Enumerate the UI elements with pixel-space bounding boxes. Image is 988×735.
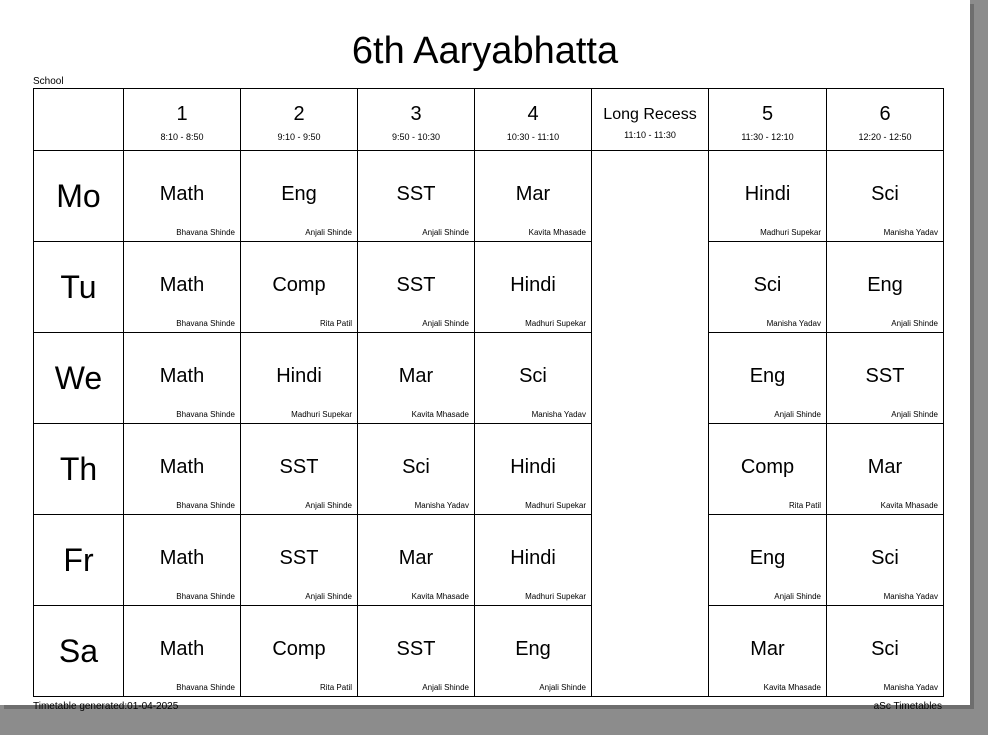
lesson-cell: [358, 333, 475, 424]
lesson-cell: [709, 515, 827, 606]
period-header: [124, 89, 241, 151]
teacher: Manisha Yadav: [531, 410, 586, 419]
page-title: 6th Aaryabhatta: [351, 30, 619, 72]
lesson-cell: [709, 424, 827, 515]
subject: Math: [159, 638, 205, 660]
corner-cell: [34, 89, 124, 151]
lesson-cell: [358, 151, 475, 242]
teacher: Anjali Shinde: [305, 592, 352, 601]
day-row-th: [34, 424, 944, 515]
subject: Hindi: [510, 547, 556, 569]
period-time: 9:10 - 9:50: [277, 132, 321, 142]
period-header: [358, 89, 475, 151]
subject: SST: [396, 274, 436, 296]
subject: Sci: [871, 183, 899, 205]
teacher: Manisha Yadav: [883, 683, 938, 692]
brand-label: aSc Timetables: [873, 701, 942, 712]
lesson-cell: [241, 515, 358, 606]
teacher: Madhuri Supekar: [525, 592, 586, 601]
period-number: 1: [176, 103, 188, 125]
lesson-cell: [709, 242, 827, 333]
generated-date: Timetable generated:01-04-2025: [33, 701, 179, 712]
lesson-cell: [475, 333, 592, 424]
teacher: Madhuri Supekar: [291, 410, 352, 419]
subject: Math: [159, 365, 205, 387]
subject: Sci: [753, 274, 782, 296]
period-time: 11:10 - 11:30: [624, 129, 676, 140]
subject: Sci: [871, 547, 899, 569]
timetable: [33, 88, 944, 697]
teacher: Anjali Shinde: [539, 683, 586, 692]
teacher: Manisha Yadav: [414, 501, 469, 510]
day-cell: [34, 424, 124, 515]
subject: Eng: [749, 547, 786, 569]
period-header: [475, 89, 592, 151]
lesson-cell: [241, 333, 358, 424]
teacher: Anjali Shinde: [891, 319, 938, 328]
period-time: 8:10 - 8:50: [160, 132, 204, 142]
lesson-cell: [709, 333, 827, 424]
teacher: Anjali Shinde: [305, 501, 352, 510]
subject: SST: [279, 456, 319, 478]
teacher: Anjali Shinde: [422, 228, 469, 237]
lesson-cell: [475, 424, 592, 515]
subject: SST: [279, 547, 319, 569]
period-number: 4: [527, 103, 539, 125]
day-name: Th: [59, 450, 98, 487]
teacher: Rita Patil: [788, 501, 821, 510]
lesson-cell: [358, 606, 475, 697]
subject: Math: [159, 456, 205, 478]
lesson-cell: [124, 242, 241, 333]
period-header: [709, 89, 827, 151]
teacher: Anjali Shinde: [422, 683, 469, 692]
teacher: Bhavana Shinde: [176, 592, 235, 601]
lesson-cell: [124, 606, 241, 697]
period-header: [241, 89, 358, 151]
period-number: 3: [410, 103, 422, 125]
lesson-cell: [827, 424, 944, 515]
lesson-cell: [241, 424, 358, 515]
header-row: [34, 89, 944, 151]
teacher: Anjali Shinde: [774, 592, 821, 601]
subject: Mar: [750, 638, 785, 660]
period-time: 9:50 - 10:30: [391, 132, 441, 142]
teacher: Madhuri Supekar: [525, 319, 586, 328]
subject: SST: [396, 638, 436, 660]
subject: Hindi: [510, 456, 556, 478]
lesson-cell: [358, 515, 475, 606]
subject: Mar: [398, 365, 434, 387]
day-cell: [34, 515, 124, 606]
teacher: Kavita Mhasade: [763, 683, 821, 692]
school-label: School: [33, 76, 64, 87]
subject: Math: [159, 547, 205, 569]
teacher: Manisha Yadav: [766, 319, 821, 328]
teacher: Madhuri Supekar: [760, 228, 821, 237]
teacher: Anjali Shinde: [305, 228, 352, 237]
period-number: 6: [879, 103, 891, 125]
teacher: Anjali Shinde: [422, 319, 469, 328]
subject: Sci: [402, 456, 430, 478]
teacher: Bhavana Shinde: [176, 683, 235, 692]
day-row-mo: [34, 151, 944, 242]
lesson-cell: [475, 242, 592, 333]
period-number: 2: [293, 103, 305, 125]
day-cell: [34, 242, 124, 333]
period-time: 12:20 - 12:50: [858, 132, 912, 142]
lesson-cell: [709, 606, 827, 697]
lesson-cell: [358, 242, 475, 333]
subject: Eng: [749, 365, 786, 387]
day-name: Sa: [58, 632, 99, 669]
lesson-cell: [475, 151, 592, 242]
teacher: Kavita Mhasade: [411, 410, 469, 419]
teacher: Anjali Shinde: [891, 410, 938, 419]
subject: Math: [159, 274, 205, 296]
day-row-tu: [34, 242, 944, 333]
teacher: Rita Patil: [319, 319, 352, 328]
lesson-cell: [827, 515, 944, 606]
lesson-cell: [827, 242, 944, 333]
day-name: Fr: [63, 541, 94, 578]
period-header: [827, 89, 944, 151]
lesson-cell: [124, 515, 241, 606]
recess-label: Long Recess: [603, 105, 697, 123]
teacher: Bhavana Shinde: [176, 410, 235, 419]
lesson-cell: [241, 151, 358, 242]
day-row-we: [34, 333, 944, 424]
subject: Comp: [272, 274, 326, 296]
subject: Math: [159, 183, 205, 205]
lesson-cell: [358, 424, 475, 515]
teacher: Rita Patil: [319, 683, 352, 692]
teacher: Madhuri Supekar: [525, 501, 586, 510]
subject: Hindi: [744, 183, 791, 205]
teacher: Anjali Shinde: [774, 410, 821, 419]
lesson-cell: [124, 424, 241, 515]
subject: Eng: [515, 638, 551, 660]
lesson-cell: [709, 151, 827, 242]
subject: SST: [865, 365, 905, 387]
day-row-sa: [34, 606, 944, 697]
day-name: Mo: [56, 177, 101, 214]
subject: SST: [396, 183, 436, 205]
lesson-cell: [241, 242, 358, 333]
lesson-cell: [827, 333, 944, 424]
lesson-cell: [827, 151, 944, 242]
teacher: Bhavana Shinde: [176, 501, 235, 510]
teacher: Kavita Mhasade: [411, 592, 469, 601]
subject: Hindi: [276, 365, 322, 387]
period-number: 5: [761, 103, 774, 125]
lesson-cell: [827, 606, 944, 697]
period-time: 10:30 - 11:10: [506, 132, 560, 142]
subject: Sci: [519, 365, 547, 387]
subject: Comp: [740, 456, 795, 478]
subject: Eng: [281, 183, 317, 205]
subject: Mar: [515, 183, 551, 205]
teacher: Kavita Mhasade: [880, 501, 938, 510]
day-name: We: [54, 359, 103, 396]
subject: Mar: [398, 547, 434, 569]
teacher: Bhavana Shinde: [176, 319, 235, 328]
lesson-cell: [475, 606, 592, 697]
teacher: Kavita Mhasade: [528, 228, 586, 237]
recess-header: [592, 89, 709, 151]
recess-column: [592, 151, 709, 697]
lesson-cell: [124, 151, 241, 242]
day-cell: [34, 606, 124, 697]
teacher: Manisha Yadav: [883, 228, 938, 237]
subject: Comp: [272, 638, 326, 660]
day-row-fr: [34, 515, 944, 606]
subject: Hindi: [510, 274, 556, 296]
subject: Eng: [867, 274, 903, 296]
day-name: Tu: [60, 268, 97, 305]
day-cell: [34, 333, 124, 424]
lesson-cell: [475, 515, 592, 606]
day-cell: [34, 151, 124, 242]
subject: Sci: [871, 638, 899, 660]
teacher: Manisha Yadav: [883, 592, 938, 601]
lesson-cell: [241, 606, 358, 697]
teacher: Bhavana Shinde: [176, 228, 235, 237]
lesson-cell: [124, 333, 241, 424]
subject: Mar: [867, 456, 903, 478]
period-time: 11:30 - 12:10: [741, 132, 794, 142]
